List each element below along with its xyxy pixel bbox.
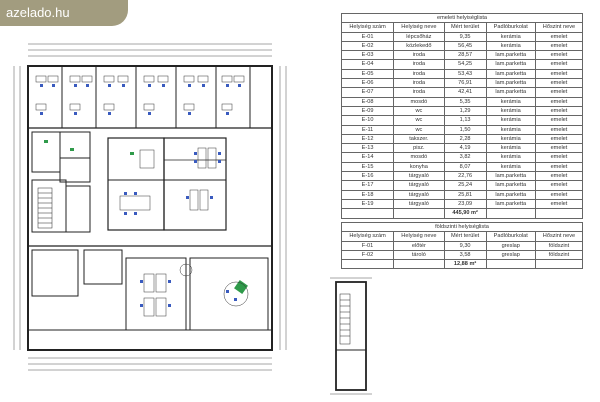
table-cell: E-03 <box>342 51 394 60</box>
column-header: Helyiség neve <box>394 232 445 241</box>
column-header: Hőszint neve <box>535 23 582 32</box>
table-cell: kerámia <box>486 134 535 143</box>
table-cell: emelet <box>535 51 582 60</box>
table-header-row <box>342 232 583 241</box>
table-cell: greslap <box>486 241 535 250</box>
table-cell: emelet <box>535 60 582 69</box>
table-cell: tárgyaló <box>394 181 445 190</box>
table-row <box>342 162 583 171</box>
table-row <box>342 134 583 143</box>
table-cell: E-09 <box>342 106 394 115</box>
table-cell: E-13 <box>342 144 394 153</box>
table-cell: iroda <box>394 79 445 88</box>
table-cell: kerámia <box>486 106 535 115</box>
table-cell: lam.parketta <box>486 88 535 97</box>
table-cell: emelet <box>535 181 582 190</box>
table-cell: emelet <box>535 79 582 88</box>
table-row <box>342 125 583 134</box>
table-row <box>342 153 583 162</box>
table-cell: E-05 <box>342 69 394 78</box>
table-header-row <box>342 23 583 32</box>
table-cell: iroda <box>394 51 445 60</box>
table-cell: 2,28 <box>444 134 486 143</box>
table-cell: 25,24 <box>444 181 486 190</box>
ground-floor-room-table <box>341 222 583 269</box>
table-cell: lam.parketta <box>486 79 535 88</box>
upper-floor-total: 445,90 m² <box>444 209 486 218</box>
table-cell: 9,30 <box>444 241 486 250</box>
table-cell: kerámia <box>486 144 535 153</box>
ground-floor-title: földszinti helyiséglista <box>342 223 583 232</box>
table-cell: emelet <box>535 32 582 41</box>
table-row <box>342 60 583 69</box>
table-cell: E-04 <box>342 60 394 69</box>
table-cell: emelet <box>535 69 582 78</box>
table-row <box>342 106 583 115</box>
table-cell: E-16 <box>342 172 394 181</box>
table-cell: F-01 <box>342 241 394 250</box>
table-cell: E-01 <box>342 32 394 41</box>
column-header: Hőszint neve <box>535 232 582 241</box>
table-cell: 9,35 <box>444 32 486 41</box>
table-cell: pisz. <box>394 144 445 153</box>
table-row <box>342 51 583 60</box>
table-cell: E-12 <box>342 134 394 143</box>
table-cell: 56,45 <box>444 41 486 50</box>
table-cell: földszint <box>535 241 582 250</box>
table-row <box>342 32 583 41</box>
table-cell: kerámia <box>486 41 535 50</box>
table-cell: lam.parketta <box>486 69 535 78</box>
table-cell: 1,29 <box>444 106 486 115</box>
table-cell: emelet <box>535 190 582 199</box>
table-cell: emelet <box>535 134 582 143</box>
table-row <box>342 41 583 50</box>
table-cell: lam.parketta <box>486 51 535 60</box>
table-cell: E-06 <box>342 79 394 88</box>
table-cell: 28,57 <box>444 51 486 60</box>
table-cell: 22,76 <box>444 172 486 181</box>
table-cell: konyha <box>394 162 445 171</box>
table-cell: földszint <box>535 250 582 259</box>
table-cell: kerámia <box>486 116 535 125</box>
table-cell: lam.parketta <box>486 172 535 181</box>
table-cell: lam.parketta <box>486 60 535 69</box>
table-row <box>342 88 583 97</box>
table-cell: kerámia <box>486 97 535 106</box>
table-cell: tárgyaló <box>394 190 445 199</box>
site-logo[interactable]: azelado.hu <box>0 0 128 26</box>
table-cell: E-17 <box>342 181 394 190</box>
table-row <box>342 181 583 190</box>
table-cell: emelet <box>535 172 582 181</box>
table-cell: 42,41 <box>444 88 486 97</box>
column-header: Helyiség szám <box>342 232 394 241</box>
table-cell: greslap <box>486 250 535 259</box>
table-cell: wc <box>394 116 445 125</box>
table-cell: 54,25 <box>444 60 486 69</box>
table-cell: lam.parketta <box>486 199 535 208</box>
upper-floor-title: emeleti helyiséglista <box>342 14 583 23</box>
column-header: Mért terület <box>444 232 486 241</box>
table-cell: kerámia <box>486 162 535 171</box>
table-cell: emelet <box>535 162 582 171</box>
table-cell: 3,58 <box>444 250 486 259</box>
table-row <box>342 172 583 181</box>
table-cell: E-10 <box>342 116 394 125</box>
table-cell: wc <box>394 106 445 115</box>
upper-floor-room-table <box>341 13 583 219</box>
table-cell: tároló <box>394 250 445 259</box>
table-cell: 5,35 <box>444 97 486 106</box>
table-cell: 8,07 <box>444 162 486 171</box>
table-cell: kerámia <box>486 32 535 41</box>
table-cell: 76,91 <box>444 79 486 88</box>
table-cell: E-11 <box>342 125 394 134</box>
table-cell: E-19 <box>342 199 394 208</box>
table-cell: emelet <box>535 88 582 97</box>
table-cell: emelet <box>535 106 582 115</box>
table-cell: E-15 <box>342 162 394 171</box>
table-cell: előtér <box>394 241 445 250</box>
table-cell: iroda <box>394 69 445 78</box>
ground-floor-total-row <box>342 260 583 269</box>
table-cell: 53,43 <box>444 69 486 78</box>
table-row <box>342 116 583 125</box>
table-cell: wc <box>394 125 445 134</box>
table-cell: lépcsőház <box>394 32 445 41</box>
table-row <box>342 97 583 106</box>
table-cell: emelet <box>535 97 582 106</box>
table-row <box>342 69 583 78</box>
table-row <box>342 199 583 208</box>
table-cell: iroda <box>394 60 445 69</box>
upper-floor-total-row <box>342 209 583 218</box>
table-cell: E-07 <box>342 88 394 97</box>
table-cell: iroda <box>394 88 445 97</box>
table-cell: 23,09 <box>444 199 486 208</box>
table-cell: 25,81 <box>444 190 486 199</box>
table-cell: takszer. <box>394 134 445 143</box>
table-row <box>342 250 583 259</box>
table-cell: F-02 <box>342 250 394 259</box>
table-cell: kerámia <box>486 125 535 134</box>
table-cell: 3,82 <box>444 153 486 162</box>
table-cell: tárgyaló <box>394 199 445 208</box>
table-row <box>342 190 583 199</box>
column-header: Mért terület <box>444 23 486 32</box>
table-cell: emelet <box>535 116 582 125</box>
table-row <box>342 144 583 153</box>
table-cell: lam.parketta <box>486 181 535 190</box>
table-cell: emelet <box>535 144 582 153</box>
column-header: Helyiség szám <box>342 23 394 32</box>
table-cell: emelet <box>535 199 582 208</box>
table-cell: közlekedő <box>394 41 445 50</box>
table-row <box>342 241 583 250</box>
table-cell: 1,13 <box>444 116 486 125</box>
table-cell: E-14 <box>342 153 394 162</box>
table-cell: E-02 <box>342 41 394 50</box>
table-cell: emelet <box>535 153 582 162</box>
table-row <box>342 79 583 88</box>
table-cell: E-08 <box>342 97 394 106</box>
table-cell: 4,19 <box>444 144 486 153</box>
column-header: Helyiség neve <box>394 23 445 32</box>
table-cell: mosdó <box>394 153 445 162</box>
column-header: Padlóburkolat <box>486 23 535 32</box>
table-cell: E-18 <box>342 190 394 199</box>
ground-floor-total: 12,88 m² <box>444 260 486 269</box>
table-cell: emelet <box>535 125 582 134</box>
table-cell: kerámia <box>486 153 535 162</box>
column-header: Padlóburkolat <box>486 232 535 241</box>
table-cell: 1,50 <box>444 125 486 134</box>
table-cell: tárgyaló <box>394 172 445 181</box>
table-cell: mosdó <box>394 97 445 106</box>
table-cell: lam.parketta <box>486 190 535 199</box>
table-cell: emelet <box>535 41 582 50</box>
